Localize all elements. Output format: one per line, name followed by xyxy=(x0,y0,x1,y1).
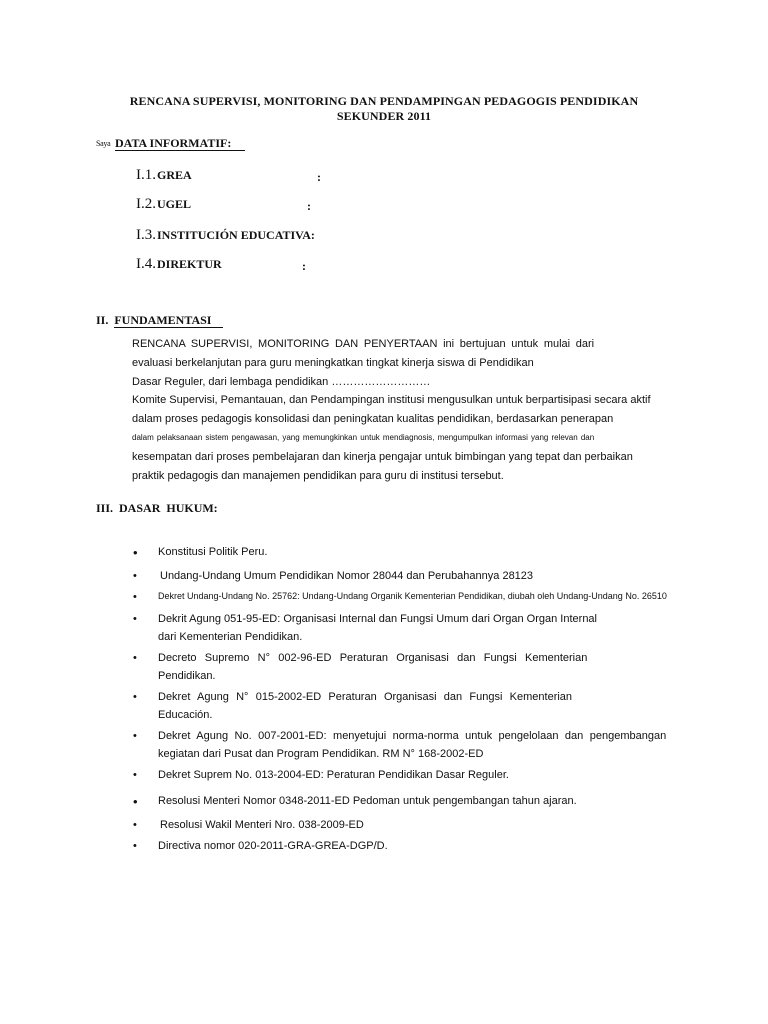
info-item-number: I.2. xyxy=(136,196,156,212)
legal-basis-item: Undang-Undang Umum Pendidikan Nomor 28044 dan Perubahannya 28123 xyxy=(160,570,534,582)
bullet-icon: • xyxy=(133,613,137,625)
info-item-ugel xyxy=(136,196,191,213)
info-item-number: I.1. xyxy=(136,167,156,183)
section-title: DASAR HUKUM: xyxy=(119,501,218,515)
legal-basis-item: Decreto Supremo N° 002-96-ED Peraturan Organisasi dan Fungsi Kementerian xyxy=(158,652,588,664)
info-item-colon: : xyxy=(307,199,311,213)
legal-basis-item: Dekrit Agung 051-95-ED: Organisasi Internal dan Fungsi Umum dari Organ Organ Internal xyxy=(158,613,597,625)
section3-heading xyxy=(96,501,218,516)
document-title-line1: RENCANA SUPERVISI, MONITORING DAN PENDAMPINGAN PEDAGOGIS PENDIDIKAN xyxy=(129,94,639,108)
info-item-number: I.4. xyxy=(136,256,156,272)
section-title: FUNDAMENTASI xyxy=(114,313,223,328)
info-item-colon: : xyxy=(317,170,321,184)
legal-basis-item-cont: Educación. xyxy=(158,709,213,721)
paragraph-line: Komite Supervisi, Pemantauan, dan Pendampingan institusi mengusulkan untuk berpartisipasi secara aktif xyxy=(132,394,651,406)
legal-basis-item: Resolusi Wakil Menteri Nro. 038-2009-ED xyxy=(160,819,364,831)
info-item-label: DIREKTUR xyxy=(157,257,222,271)
section-number: III. xyxy=(96,501,114,515)
info-item-label: INSTITUCIÓN EDUCATIVA: xyxy=(157,228,315,242)
legal-basis-item: Dekret Undang-Undang No. 25762: Undang-Undang Organik Kementerian Pendidikan, diubah oleh Undang-Undang No. 26510 xyxy=(158,591,667,601)
bullet-icon: • xyxy=(133,652,137,664)
bullet-icon: • xyxy=(133,570,137,582)
paragraph-line: dalam proses pedagogis konsolidasi dan peningkatan kualitas pendidikan, berdasarkan penerapan xyxy=(132,413,614,425)
info-item-institucion xyxy=(136,227,315,244)
legal-basis-item: Dekret Agung No. 007-2001-ED: menyetujui norma-norma untuk pengelolaan dan pengembangan xyxy=(158,730,667,742)
info-item-label: GREA xyxy=(157,168,192,182)
bullet-icon: • xyxy=(133,819,137,831)
section2-heading xyxy=(96,313,223,328)
section-number: II. xyxy=(96,313,109,327)
legal-basis-item: Directiva nomor 020-2011-GRA-GREA-DGP/D. xyxy=(158,840,388,852)
bullet-icon: • xyxy=(133,794,138,809)
bullet-icon: • xyxy=(133,840,137,852)
paragraph-line: Dasar Reguler, dari lembaga pendidikan ……………………… xyxy=(132,376,431,388)
document-title-line2: SEKUNDER 2011 xyxy=(336,109,432,123)
legal-basis-item-cont: kegiatan dari Pusat dan Program Pendidikan. RM N° 168-2002-ED xyxy=(158,748,484,760)
legal-basis-item: Dekret Suprem No. 013-2004-ED: Peraturan Pendidikan Dasar Reguler. xyxy=(158,769,509,781)
legal-basis-item: Konstitusi Politik Peru. xyxy=(158,546,268,558)
bullet-icon: • xyxy=(133,545,138,560)
info-item-grea xyxy=(136,167,192,184)
legal-basis-item-cont: Pendidikan. xyxy=(158,670,216,682)
paragraph-line: evaluasi berkelanjutan para guru meningkatkan tingkat kinerja siswa di Pendidikan xyxy=(132,357,534,369)
paragraph-line: kesempatan dari proses pembelajaran dan kinerja pengajar untuk bimbingan yang tepat dan perbaikan xyxy=(132,451,633,463)
bullet-icon: • xyxy=(133,591,137,603)
paragraph-line: praktik pedagogis dan manajemen pendidikan para guru di institusi tersebut. xyxy=(132,470,504,482)
paragraph-line: dalam pelaksanaan sistem pengawasan, yang memungkinkan untuk mendiagnosis, mengumpulkan informasi yang relevan dan xyxy=(132,433,595,442)
bullet-icon: • xyxy=(133,730,137,742)
legal-basis-item-cont: dari Kementerian Pendidikan. xyxy=(158,631,303,643)
section1-heading: DATA INFORMATIF: xyxy=(115,137,245,151)
section1-prefix: Saya xyxy=(96,139,111,148)
info-item-direktur xyxy=(136,256,222,273)
bullet-icon: • xyxy=(133,769,137,781)
legal-basis-item: Resolusi Menteri Nomor 0348-2011-ED Pedoman untuk pengembangan tahun ajaran. xyxy=(158,795,577,807)
info-item-label: UGEL xyxy=(157,197,192,211)
bullet-icon: • xyxy=(133,691,137,703)
legal-basis-item: Dekret Agung N° 015-2002-ED Peraturan Organisasi dan Fungsi Kementerian xyxy=(158,691,573,703)
paragraph-line: RENCANA SUPERVISI, MONITORING DAN PENYERTAAN ini bertujuan untuk mulai dari xyxy=(132,338,595,350)
info-item-number: I.3. xyxy=(136,227,156,243)
info-item-colon: : xyxy=(302,259,306,273)
